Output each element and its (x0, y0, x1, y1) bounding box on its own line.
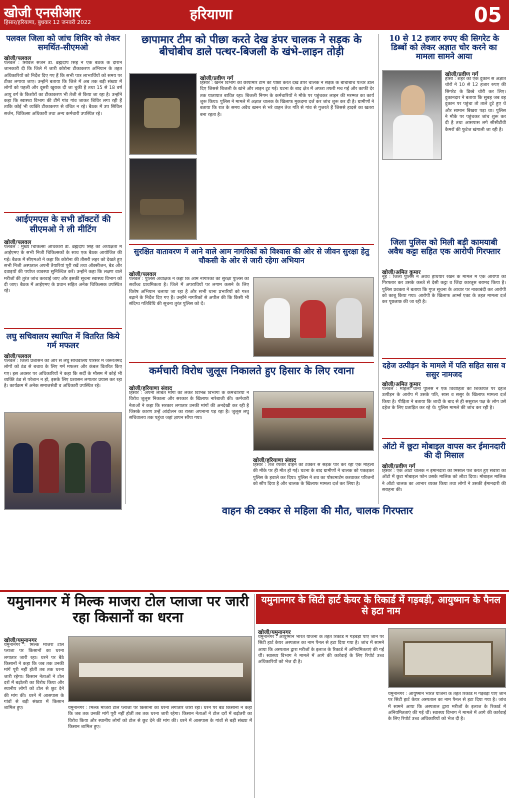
article-dateline: खोजी/पलवल (129, 272, 157, 278)
article-body: यमुनानगर : मिल्क माजरा टोल प्लाजा पर किसानों का धरना लगातार जारी रहा। धरने पर बैठे किसानों ने कहा कि जब तक उनकी मांगें पूरी नहीं होतीं तब तक धरना जारी रहेगा। किसान नेताओं ने टोल दरों में बढ़ोतरी का विरोध किया और स्थानीय लोगों को टोल से छूट देने की मांग की। धरने में आसपास के गांवों से बड़ी संख्या में किसान शामिल हुए। (4, 643, 64, 712)
divider (4, 212, 122, 213)
news-photo (4, 412, 122, 510)
article-headline: 10 से 12 हजार रुपए की सिगरेट के डिब्बों को लेकर अज्ञात चोर करने का मामला सामने आया (388, 33, 500, 62)
divider (382, 358, 506, 359)
page-number: 05 (474, 3, 502, 27)
article-dateline: खोजी/प्रवीण गर्ग (445, 72, 479, 78)
article-body: यमुनानगर : आयुष्मान भारत योजना के तहत रिकार्ड में गड़बड़ी पाए जाने पर सिटी हार्ट केयर अस्पताल का नाम पैनल से हटा दिया गया है। जांच में सामने आया कि अस्पताल द्वारा मरीजों के इलाज के रिकार्ड में अनियमितताएं की गई थीं। स्वास्थ्य विभाग ने मामले में आगे की कार्रवाई के लिए रिपोर्ट उच्च अधिकारियों को भेज दी है। (388, 692, 506, 723)
article-body: पलवल : सिविल सर्जन डॉ. ब्रह्मदीप सिंह ने एक बैठक के दौरान जानकारी दी कि जिले में जारी कोरोना टीकाकरण अभियान के तहत अधिकारियों को निर्देश दिए गए हैं कि सभी पात्र लाभार्थियों को समय पर टीका लगाया जाए। उन्होंने बताया कि जिले में अब तक बड़ी संख्या में लोगों को पहली और दूसरी खुराक दी जा चुकी है तथा 15 से 18 वर्ष आयु वर्ग के किशोरों का टीकाकरण भी तेजी से किया जा रहा है। उन्होंने कहा कि स्वास्थ्य विभाग की टीमें गांव गांव जाकर शिविर लगा रही हैं ताकि कोई भी व्यक्ति टीकाकरण से वंचित न रहे। बैठक में उप सिविल सर्जन, चिकित्सा अधिकारी तथा अन्य कर्मचारी उपस्थित रहे। (4, 61, 122, 117)
article-dateline: खोजी/पलवल (4, 240, 32, 246)
article-dateline: खोजी/अमित कुमार (382, 270, 421, 276)
section-title: हरियाणा (190, 7, 233, 23)
article-headline: पलवल जिला को जांच शिविर को लेकर समर्थित-सीएमओ (6, 33, 120, 53)
article-dateline: खोजी/प्रवीण गर्ग (200, 76, 234, 82)
divider (382, 438, 506, 439)
divider (4, 328, 122, 329)
article-body: हिसार : अपनी लंबित मांगों को लेकर विभिन्न विभागों के कर्मचारियों ने विरोध जुलूस निकाला और सरकार के खिलाफ नारेबाजी की। कर्मचारी नेताओं ने कहा कि सरकार लगातार उनकी मांगों की अनदेखी कर रही है जिसके कारण उन्हें आंदोलन का रास्ता अपनाना पड़ रहा है। जुलूस लघु सचिवालय तक पहुंचा जहां ज्ञापन सौंपा गया। (129, 391, 249, 422)
news-photo (253, 277, 374, 357)
headline-banner (256, 594, 506, 624)
article-dateline: खोजी/यमुनानगर (258, 630, 291, 636)
article-headline: कर्मचारी विरोध जुलूस निकालते हुए हिसार के लिए रवाना (148, 366, 355, 377)
article-dateline: खोजी/अमित कुमार (382, 382, 421, 388)
news-photo (68, 636, 252, 702)
article-body: हिसार : तेज रफ्तार वाहन की टक्कर से सड़क पार कर रही एक महिला की मौके पर ही मौत हो गई। घटना के बाद ग्रामीणों ने चालक को पकड़कर पुलिस के हवाले कर दिया। पुलिस ने शव का पोस्टमार्टम करवाकर परिजनों को सौंप दिया है और चालक के खिलाफ मामला दर्ज कर लिया है। (253, 463, 374, 487)
article-headline: लघु सचिवालय स्थापित में वितरित किये गर्म मफलर (6, 331, 120, 351)
paper-name: खोजी एनसीआर (4, 6, 81, 21)
article-dateline: खोजी/यमुनानगर (4, 638, 37, 644)
article-body: यमुनानगर : मिल्क माजरा टोल प्लाजा पर किसानों का धरना लगातार जारी रहा। धरने पर बैठे किसानों ने कहा कि जब तक उनकी मांगें पूरी नहीं होतीं तब तक धरना जारी रहेगा। किसान नेताओं ने टोल दरों में बढ़ोतरी का विरोध किया और स्थानीय लोगों को टोल से छूट देने की मांग की। धरने में आसपास के गांवों से बड़ी संख्या में किसान शामिल हुए। (68, 706, 252, 730)
column-rule (254, 594, 255, 798)
article-body: पलवल : जिला प्रशासन की ओर से लघु सचिवालय परिसर में जरूरतमंद लोगों को ठंड से बचाव के लिए गर्म मफलर और कंबल वितरित किए गए। इस अवसर पर अधिकारियों ने कहा कि सर्दी के मौसम में कोई भी व्यक्ति ठंड से परेशान न हो, इसके लिए प्रशासन लगातार प्रयास कर रहा है। कार्यक्रम में अनेक समाजसेवी व अधिकारी उपस्थित रहे। (4, 359, 122, 390)
article-dateline: खोजी/पलवल (4, 354, 32, 360)
article-body: हिसार : खनन विभाग की छापामार टीम को पीछा करते देख डंपर चालक ने सड़क के बीचोबीच पत्थर डाल दिए जिससे बिजली के खंभे और लाइन टूट गई। घटना के बाद क्षेत्र में अफरा तफरी मच गई और काफी देर तक यातायात बाधित रहा। बिजली निगम के कर्मचारियों ने मौके पर पहुंचकर लाइन की मरम्मत का कार्य शुरू किया। पुलिस ने मामले में अज्ञात चालक के खिलाफ मुकदमा दर्ज कर जांच शुरू कर दी है। ग्रामीणों ने बताया कि रात के समय अवैध खनन से भरे वाहन तेज गति से गांव से गुजरते हैं जिससे हादसे का खतरा बना रहता है। (200, 81, 374, 118)
article-headline: ऑटो में छूटा मोबाइल वापस कर ईमानदारी की दी मिसाल (382, 441, 506, 461)
article-body: नूंह : जिला पुलिस ने अवैध हथियार रखने के मामले में एक आरोपी को गिरफ्तार कर उसके कब्जे से देसी कट्टा व जिंदा कारतूस बरामद किया है। पुलिस प्रवक्ता ने बताया कि गुप्त सूचना के आधार पर नाकाबंदी कर आरोपी को काबू किया गया। आरोपी के खिलाफ आर्म्स एक्ट के तहत मामला दर्ज कर पूछताछ की जा रही है। (382, 275, 506, 306)
news-photo (129, 73, 197, 155)
article-headline: जिला पुलिस को मिली बड़ी कामयाबी अवैध कट्टा सहित एक आरोपी गिरफ्तार (387, 237, 501, 257)
article-headline: वाहन की टक्कर से महिला की मौत, चालक गिरफ्तार (222, 506, 413, 517)
divider (129, 244, 374, 245)
article-headline: दहेज उत्पीड़न के मामले में पति सहित सास व ससुर नामजद (382, 361, 506, 379)
divider (0, 590, 509, 592)
article-body: पलवल : महिला थाना पुलिस ने एक विवाहिता की शिकायत पर दहेज उत्पीड़न के आरोप में उसके पति, सास व ससुर के खिलाफ मामला दर्ज किया है। पीड़िता ने बताया कि शादी के बाद से ही ससुराल पक्ष के लोग उसे दहेज के लिए प्रताड़ित कर रहे थे। पुलिस मामले की जांच कर रही है। (382, 387, 506, 411)
divider (129, 362, 374, 363)
news-photo (382, 70, 442, 160)
article-headline: यमुनानगर में मिल्क माजरा टोल प्लाजा पर जारी रहा किसानों का धरना (7, 594, 249, 627)
article-body: हिसार : एक ऑटो चालक ने ईमानदारी की मिसाल पेश करते हुए सवारी का ऑटो में छूटा मोबाइल फोन उसके मालिक को लौटा दिया। मोबाइल मालिक ने ऑटो चालक का आभार व्यक्त किया तथा लोगों ने उसकी ईमानदारी की सराहना की। (382, 469, 506, 493)
article-headline: आईएमएस के सभी डॉक्टरों की सीएमओ ने ली मीटिंग (15, 215, 111, 235)
article-dateline: खोजी/पलवल (4, 56, 32, 62)
article-headline: छापामार टीम को पीछा करते देख डंपर चालक ने सड़क के बीचोबीच डाले पत्थर-बिजली के खंभे-लाइन तोड़ी (141, 34, 362, 59)
article-dateline: खोजी/हरियाणा संवाद (253, 458, 297, 464)
article-body: यमुनानगर : आयुष्मान भारत योजना के तहत रिकार्ड में गड़बड़ी पाए जाने पर सिटी हार्ट केयर अस्पताल का नाम पैनल से हटा दिया गया है। जांच में सामने आया कि अस्पताल द्वारा मरीजों के इलाज के रिकार्ड में अनियमितताएं की गई थीं। स्वास्थ्य विभाग ने मामले में आगे की कार्रवाई के लिए रिपोर्ट उच्च अधिकारियों को भेज दी है। (258, 635, 384, 666)
article-headline: सुरक्षित वातावरण में आने वाले आम नागरिकों को विश्वास की ओर से जीवन सुरक्षा हेतु चौकसी के ओर से जारी रहेगा अभियान (133, 247, 370, 265)
article-headline: यमुनानगर के सिटी हार्ट केयर के रिकार्ड में गड़बड़ी, आयुष्मान के पैनल से हटा नाम (261, 595, 501, 617)
column-rule (125, 34, 126, 504)
article-body: हांसी : शहर की एक दुकान से अज्ञात चोरों ने 10 से 12 हजार रुपए की सिगरेट के डिब्बे चोरी कर लिए। दुकानदार ने बताया कि सुबह जब वह दुकान पर पहुंचा तो ताले टूटे हुए थे और सामान बिखरा पड़ा था। पुलिस ने मौके पर पहुंचकर जांच शुरू कर दी है तथा आसपास लगे सीसीटीवी कैमरों की फुटेज खंगाली जा रही है। (445, 77, 506, 133)
news-photo (388, 628, 506, 688)
article-body: पलवल : मुख्य चिकित्सा अधिकारी डॉ. ब्रह्मदीप सिंह की अध्यक्षता में आईएमए के सभी निजी चिकित्सकों के साथ एक बैठक आयोजित की गई। बैठक में सीएमओ ने कहा कि कोरोना की तीसरी लहर को देखते हुए सभी निजी अस्पताल अपनी तैयारियां पूरी रखें तथा ऑक्सीजन, बेड और दवाइयों की पर्याप्त व्यवस्था सुनिश्चित करें। उन्होंने कहा कि लक्षण वाले मरीजों की तुरंत जांच करवाई जाए और इसकी सूचना स्वास्थ्य विभाग को दी जाए। बैठक में आईएमए के प्रधान सहित अनेक चिकित्सक उपस्थित रहे। (4, 245, 122, 295)
date-line: हिसार/हरियाणा, बुधवार 12 जनवरी 2022 (4, 20, 92, 26)
news-photo (253, 391, 374, 451)
news-photo (129, 158, 197, 240)
article-body: पलवल : पुलिस अधीक्षक ने कहा कि आम नागरिकों की सुरक्षा पुलिस की सर्वोच्च प्राथमिकता है। जिले में अपराधियों पर लगाम कसने के लिए विशेष अभियान चलाया जा रहा है और सभी थाना प्रभारियों को गश्त बढ़ाने के निर्देश दिए गए हैं। उन्होंने नागरिकों से अपील की कि किसी भी संदिग्ध गतिविधि की सूचना तुरंत पुलिस को दें। (129, 277, 249, 308)
article-dateline: खोजी/प्रवीण गर्ग (382, 464, 416, 470)
article-dateline: खोजी/हरियाणा संवाद (129, 386, 173, 392)
masthead (0, 0, 509, 30)
column-rule (378, 34, 379, 504)
